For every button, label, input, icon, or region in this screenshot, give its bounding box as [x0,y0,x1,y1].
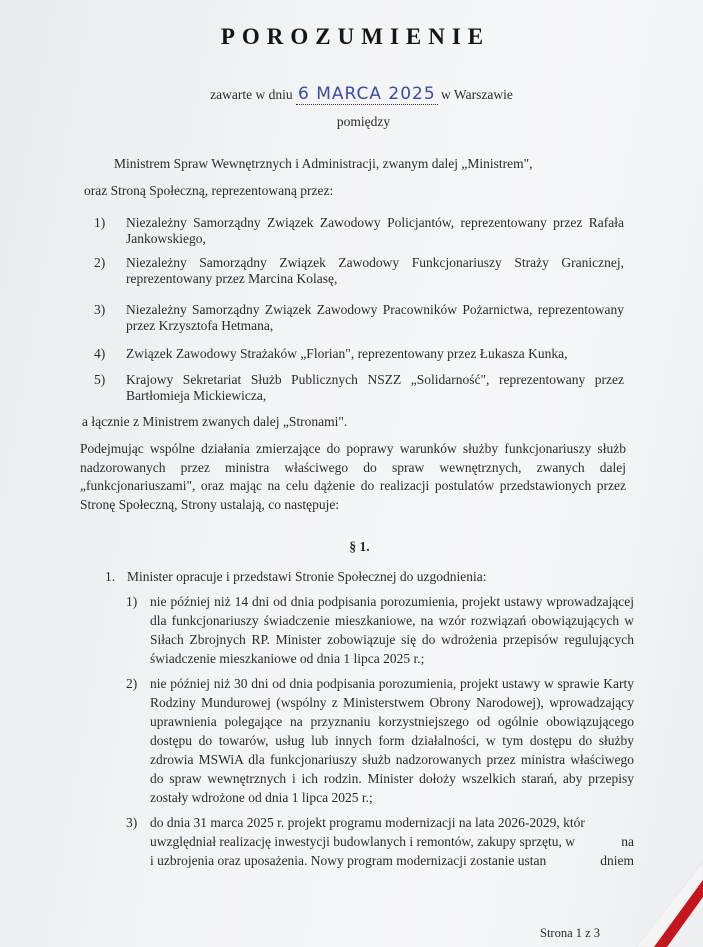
party-4 [94,346,624,364]
subpoint-text-line: i uzbrojenia oraz uposażenia. Nowy program modernizacji zostanie ustan [150,853,547,868]
subpoint-text-line: dniem [600,853,634,868]
ribbon-white-stripe [636,862,703,947]
between-label: pomiędzy [336,114,391,129]
party-number: 2) [94,255,106,270]
concluded-suffix: w Warszawie [441,87,513,102]
party-5 [94,372,624,406]
party-number: 5) [94,372,106,387]
party-1 [94,215,624,249]
party-number: 1) [94,215,106,230]
subpoint-3-line-2 [150,832,634,851]
preamble: Podejmując wspólne działania zmierzające do poprawy warunków służby funkcjonariuszy służb nadzorowanych przez ministra właściwego do spraw wewnętrznych, zwanych dalej „funkcjonariuszami", oraz mając na celu dążenie do realizacji postulatów przedstawionych przez Stronę Społeczną, Strony ustalają, co następuje: [80,441,626,512]
subpoint-number: 3) [126,815,138,830]
minister-line: Ministrem Spraw Wewnętrznych i Administracji, zwanym dalej „Ministrem", [114,156,533,171]
concluded-line [0,86,703,103]
concluded-prefix: zawarte w dniu [210,87,293,102]
party-number: 4) [94,346,106,361]
point-number: 1. [105,569,116,584]
party-3 [94,302,624,336]
party-text: Niezależny Samorządny Związek Zawodowy Policjantów, reprezentowany przez Rafała Jankowskiego, [126,215,624,246]
party-text: Związek Zawodowy Strażaków „Florian", reprezentowany przez Łukasza Kunka, [126,346,568,361]
party-number: 3) [94,302,106,317]
ribbon-red-stripe [654,880,703,947]
point-1 [105,567,635,586]
subpoint-3 [105,813,635,870]
section-1-body [105,567,635,870]
subpoint-text-line: uwzględniał realizację inwestycji budowlanych i remontów, zakupy sprzętu, w [150,834,575,849]
subpoint-number: 2) [126,676,138,691]
together-line: a łącznie z Ministrem zwanych dalej „Stronami". [82,414,348,429]
party-2 [94,255,624,289]
social-side-line: oraz Stroną Społeczną, reprezentowaną przez: [84,183,334,198]
subpoint-text-line: na [621,834,634,849]
subpoint-text: nie później niż 14 dni od dnia podpisania porozumienia, projekt ustawy wprowadzającej dla funkcjonariuszy świadczenie mieszkaniowe, na wzór rozwiązań obowiązujących w Siłach Zbrojnych RP. Minister zobowiązuje się do wdrożenia przepisów regulujących świadczenie mieszkaniowe od dnia 1 lipca 2025 r.; [150,594,634,666]
section-heading: § 1. [349,539,370,554]
page-number: Strona 1 z 3 [540,926,601,940]
subpoint-number: 1) [126,594,138,609]
point-text: Minister opracuje i przedstawi Stronie Społecznej do uzgodnienia: [127,569,487,584]
subpoint-text: nie później niż 30 dni od dnia podpisania porozumienia, projekt ustawy w sprawie Karty Rodziny Mundurowej (wspólny z Ministerstwem Obrony Narodowej), wprowadzający uprawnienia polegające na przyznaniu korzystniejszego od ogólnie obowiązującego dostępu do towarów, usług lub innych form działalności, w tym dostępu do służby zdrowia MSWiA dla funkcjonariuszy służb nadzorowanych przez ministra właściwego do spraw wewnętrznych i ich rodzin. Minister dołoży wszelkich starań, aby przepisy zostały wdrożone od dnia 1 lipca 2025 r.; [150,676,634,805]
handwritten-date: 6 MARCA 2025 [298,84,436,104]
subpoint-3-line-3 [150,851,634,870]
subpoint-2 [105,674,635,807]
party-text: Krajowy Sekretariat Służb Publicznych NSZZ „Solidarność", reprezentowany przez Bartłomieja Mickiewicza, [126,372,624,403]
document-title: POROZUMIENIE [220,24,491,49]
subpoint-1 [105,592,635,668]
party-text: Niezależny Samorządny Związek Zawodowy Funkcjonariuszy Straży Granicznej, reprezentowany przez Marcina Kolasę, [126,255,624,286]
party-text: Niezależny Samorządny Związek Zawodowy Pracowników Pożarnictwa, reprezentowany przez Krzysztofa Hetmana, [126,302,624,333]
subpoint-text-line: do dnia 31 marca 2025 r. projekt programu modernizacji na lata 2026-2029, któr [150,815,585,830]
